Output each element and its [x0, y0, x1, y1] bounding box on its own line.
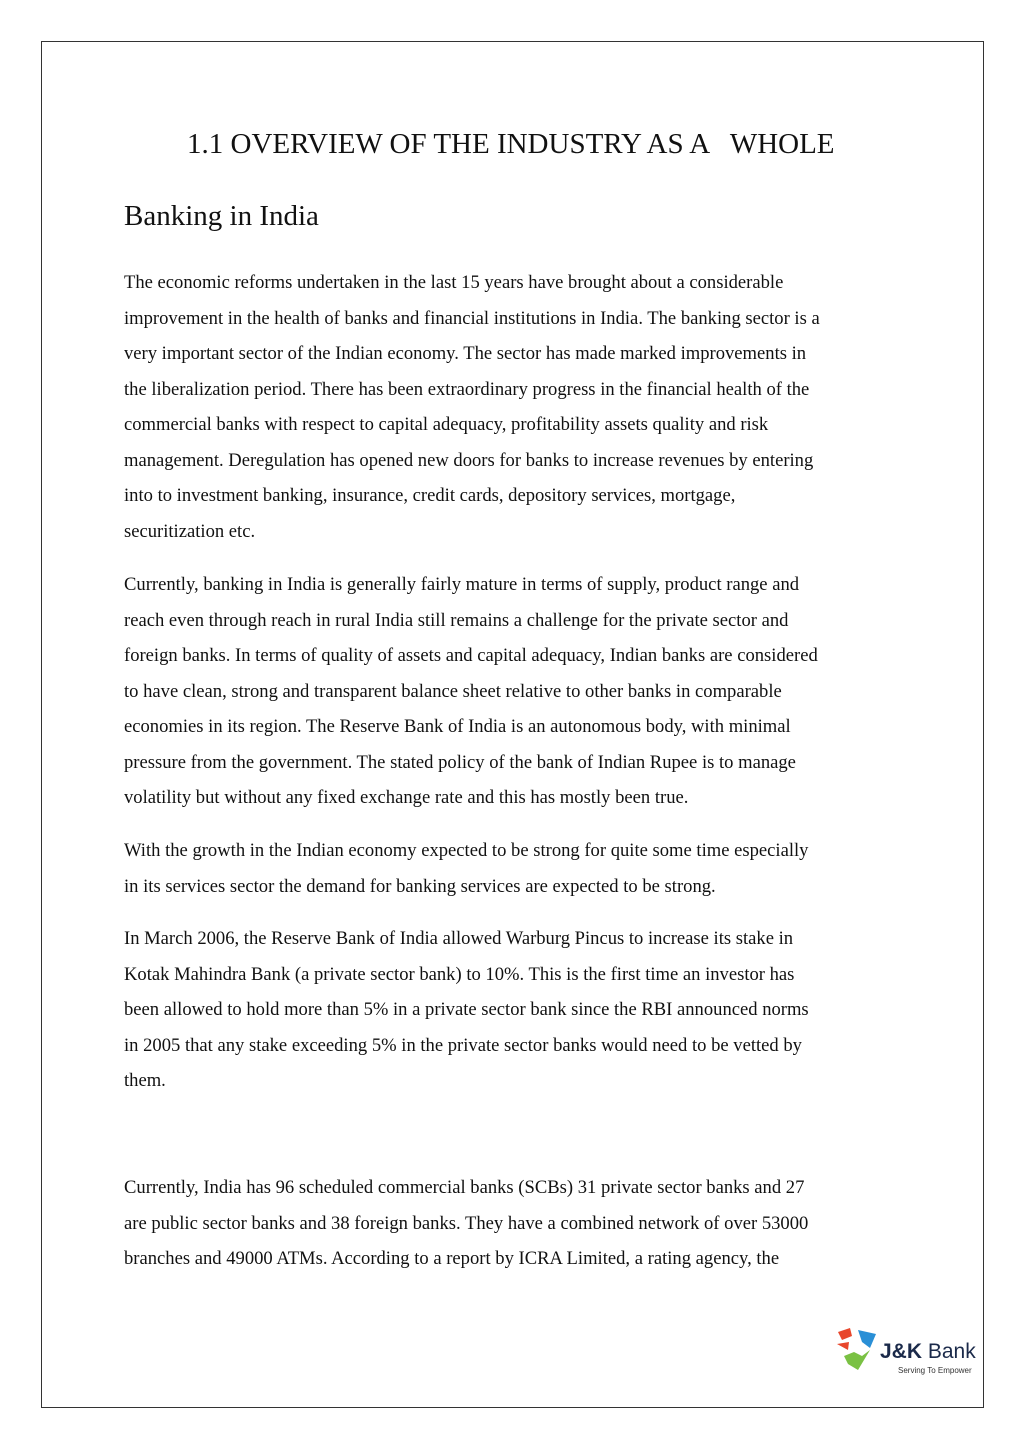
paragraph	[124, 921, 809, 1099]
text-line: The economic reforms undertaken in the last 15 years have brought about a considerable	[124, 272, 784, 293]
text-line: branches and 49000 ATMs. According to a report by ICRA Limited, a rating agency, the	[124, 1248, 780, 1269]
paragraph	[124, 1170, 808, 1277]
text-line: in its services sector the demand for banking services are expected to be strong.	[124, 875, 716, 897]
text-line: reach even through reach in rural India still remains a challenge for the private sector and	[124, 609, 789, 631]
text-line: the liberalization period. There has been extraordinary progress in the financial health of the	[124, 378, 810, 400]
paragraph	[124, 567, 818, 816]
text-line: very important sector of the Indian economy. The sector has made marked improvements in	[124, 343, 807, 364]
paragraph	[124, 265, 820, 549]
text-line: With the growth in the Indian economy expected to be strong for quite some time especially	[124, 840, 809, 861]
text-line: are public sector banks and 38 foreign banks. They have a combined network of over 53000	[124, 1212, 809, 1234]
text-line: commercial banks with respect to capital adequacy, profitability assets quality and risk	[124, 414, 769, 435]
jk-bank-logo	[836, 1326, 986, 1378]
text-line: management. Deregulation has opened new doors for banks to increase revenues by entering	[124, 449, 814, 471]
text-line: Currently, banking in India is generally fairly mature in terms of supply, product range and	[124, 574, 800, 595]
section-heading: 1.1 OVERVIEW OF THE INDUSTRY AS A WHOLE	[187, 128, 835, 160]
text-line: them.	[124, 1070, 166, 1091]
text-line: Currently, India has 96 scheduled commercial banks (SCBs) 31 private sector banks and 27	[124, 1177, 805, 1198]
logo-mark-icon	[836, 1326, 882, 1370]
text-line: to have clean, strong and transparent balance sheet relative to other banks in comparable	[124, 680, 782, 702]
text-line: foreign banks. In terms of quality of assets and capital adequacy, Indian banks are considered	[124, 645, 818, 666]
text-line: In March 2006, the Reserve Bank of India allowed Warburg Pincus to increase its stake in	[124, 928, 794, 949]
text-line: into to investment banking, insurance, credit cards, depository services, mortgage,	[124, 485, 736, 506]
logo-tagline: Serving To Empower	[898, 1366, 972, 1375]
subheading: Banking in India	[124, 200, 319, 232]
text-line: improvement in the health of banks and financial institutions in India. The banking sector is a	[124, 307, 820, 329]
text-line: pressure from the government. The stated policy of the bank of Indian Rupee is to manage	[124, 751, 796, 773]
text-line: Kotak Mahindra Bank (a private sector bank) to 10%. This is the first time an investor has	[124, 963, 795, 985]
text-line: in 2005 that any stake exceeding 5% in the private sector banks would need to be vetted by	[124, 1034, 802, 1056]
paragraph	[124, 833, 808, 904]
text-line: economies in its region. The Reserve Bank of India is an autonomous body, with minimal	[124, 716, 791, 737]
text-line: volatility but without any fixed exchange rate and this has mostly been true.	[124, 787, 689, 808]
logo-name: J&K Bank	[880, 1340, 976, 1363]
text-line: securitization etc.	[124, 520, 256, 542]
text-line: been allowed to hold more than 5% in a private sector bank since the RBI announced norms	[124, 999, 809, 1020]
